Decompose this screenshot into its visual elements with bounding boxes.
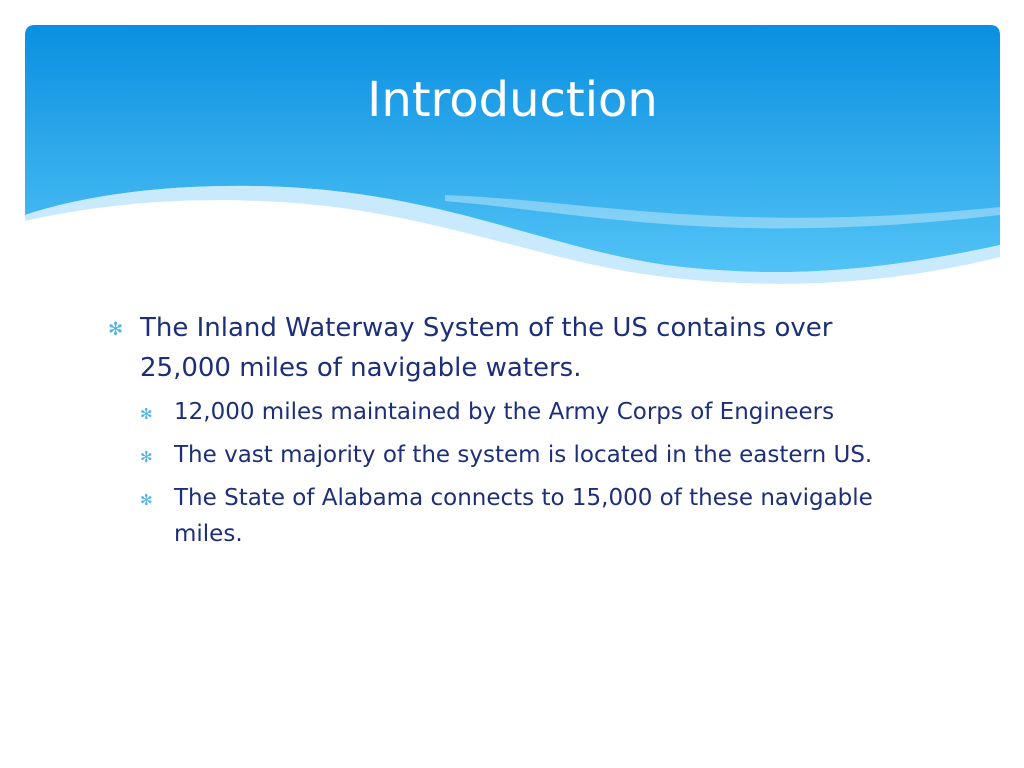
asterisk-bullet-icon: ✻ (140, 491, 153, 509)
sub-bullet-item (140, 480, 928, 552)
bullet-text: The Inland Waterway System of the US contains over 25,000 miles of navigable waters. (140, 313, 833, 383)
asterisk-bullet-icon: ✻ (140, 405, 153, 423)
asterisk-bullet-icon: ✻ (108, 319, 124, 340)
sub-bullet-list (140, 394, 928, 552)
sub-bullet-text: The State of Alabama connects to 15,000 of these navigable miles. (174, 485, 873, 547)
slide-content (108, 308, 928, 559)
slide-title: Introduction (367, 72, 658, 128)
asterisk-bullet-icon: ✻ (140, 448, 153, 466)
header-wave-graphic (25, 25, 1000, 290)
sub-bullet-text: 12,000 miles maintained by the Army Corps of Engineers (174, 399, 835, 425)
sub-bullet-item (140, 394, 928, 430)
header-band (25, 25, 1000, 290)
bullet-item (108, 308, 928, 388)
sub-bullet-item (140, 437, 928, 473)
sub-bullet-text: The vast majority of the system is located in the eastern US. (174, 442, 873, 468)
